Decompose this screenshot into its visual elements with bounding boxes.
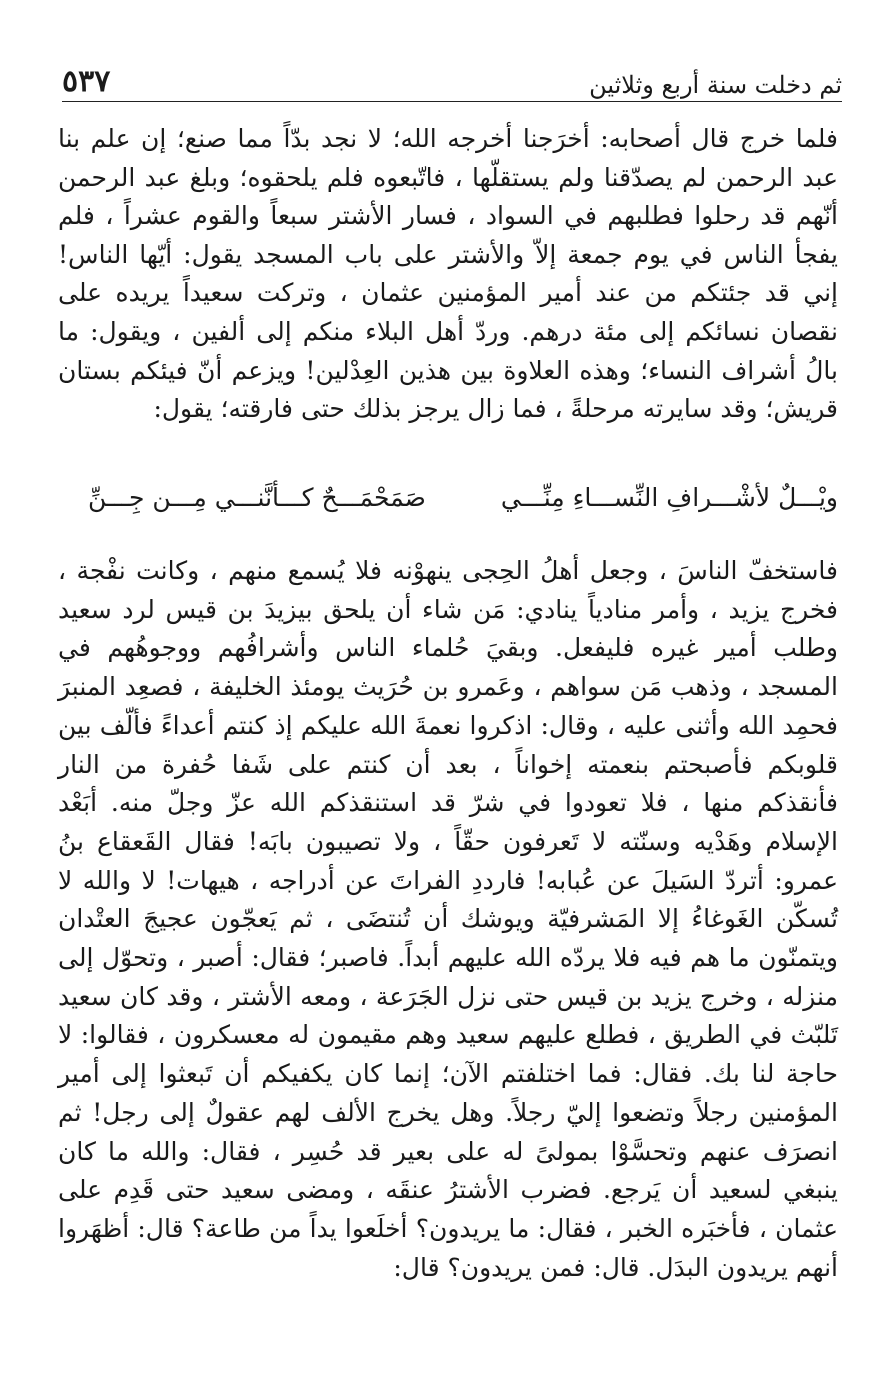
verse-second-hemistich: صَمَحْمَـــحٌ كـــأنَّنـــي مِـــن جِـــنِّ	[88, 483, 426, 512]
body-paragraph: فاستخفّ الناسَ ، وجعل أهلُ الحِجى ينهوْنه فلا يُسمع منهم ، وكانت نفْجة ، فخرج يزيد ، وأمر منادياً ينادي: مَن شاء أن يلحق بيزيدَ بن قيس لرد سعيد وطلب أمير غيره فليفعل. وبقيَ حُلماء الناس وأشرافُهم ووجوهُهم في المسجد ، وذهب مَن سواهم ، وعَمرو بن حُرَيث يومئذ الخليفة ، فصعِد المنبرَ فحمِد الله وأثنى عليه ، وقال: اذكروا نعمةَ الله عليكم إذ كنتم أعداءً فألّف بين قلوبكم فأصبحتم بنعمته إخواناً ، بعد أن كنتم على شَفا حُفرة من النار فأنقذكم منها ، فلا تعودوا في شرّ قد استنقذكم الله عزّ وجلّ منه. أبَعْد الإسلام وهَدْيه وسنّته لا تَعرفون حقّاً ، ولا تصيبون بابَه! فقال القَعقاع بنُ عمرو: أتردّ السَيلَ عن عُبابه! فارددِ الفراتَ عن أدراجه ، هيهات! لا والله لا تُسكّن الغَوغاءُ إلا المَشرفيّة ويوشك أن تُنتضَى ، ثم يَعجّون عجيجَ العتْدان ويتمنّون ما هم فيه فلا يردّه الله عليهم أبداً. فاصبر؛ فقال: أصبر ، وتحوّل إلى منزله ، وخرج يزيد بن قيس حتى نزل الجَرَعة ، ومعه الأشتر ، وقد كان سعيد تَلبّث في الطريق ، فطلع عليهم سعيد وهم مقيمون له معسكرون ، فقالوا: لا حاجة لنا بك. فقال: فما اختلفتم الآن؛ إنما كان يكفيكم أن تَبعثوا إلى أمير المؤمنين رجلاً وتضعوا إليّ رجلاً. وهل يخرج الألف لهم عقولٌ إلى رجل! ثم انصرَف عنهم وتحسَّوْا بمولىً له على بعير قد حُسِر ، فقال: والله ما كان ينبغي لسعيد أن يَرجع. فضرب الأشترُ عنقَه ، ومضى سعيد حتى قَدِم على عثمان ، فأخبَره الخبر ، فقال: ما يريدون؟ أخلَعوا يداً من طاعة؟ قال: أظهَروا أنهم يريدون البدَل. قال: فمن يريدون؟ قال:	[58, 556, 838, 1282]
page-number: ٥٣٧	[62, 64, 111, 99]
page-header	[62, 56, 842, 102]
running-head: ثم دخلت سنة أربع وثلاثين	[589, 71, 842, 99]
poem-verse	[88, 478, 838, 518]
verse-first-hemistich: ويْـــلٌ لأشْـــرافِ النِّســـاءِ مِنِّـــي	[500, 483, 838, 512]
body-paragraph: فلما خرج قال أصحابه: أخرَجنا أخرجه الله؛ لا نجد بدّاً مما صنع؛ إن علم بنا عبد الرحمن لم يصدّقنا ولم يستقلّها ، فاتّبعوه فلم يلحقوه؛ وبلغ عبد الرحمن أنّهم قد رحلوا فطلبهم في السواد ، فسار الأشتر سبعاً والقوم عشراً ، فلم يفجأ الناس في يوم جمعة إلاّ والأشتر على باب المسجد يقول: أيّها الناس! إني قد جئتكم من عند أمير المؤمنين عثمان ، وتركت سعيداً يريده على نقصان نسائكم إلى مئة درهم. وردّ أهل البلاء منكم إلى ألفين ، ويقول: ما بالُ أشراف النساء؛ وهذه العلاوة بين هذين العِدْلين! ويزعم أنّ فيئكم بستان قريش؛ وقد سايرته مرحلةً ، فما زال يرجز بذلك حتى فارقته؛ يقول:	[58, 124, 838, 424]
